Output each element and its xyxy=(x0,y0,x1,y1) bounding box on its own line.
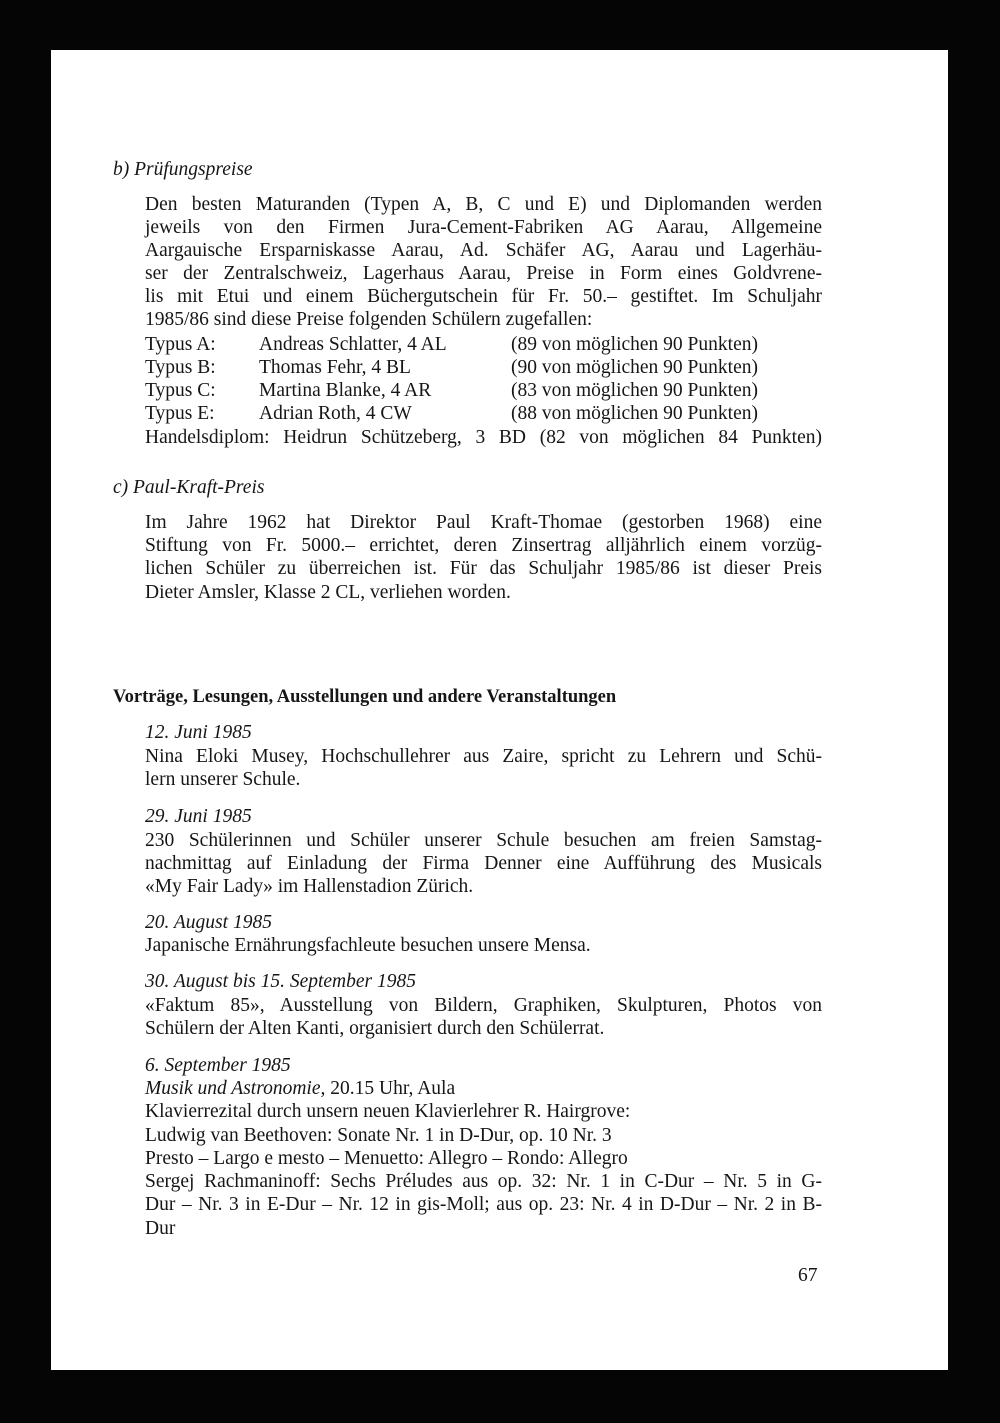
section-b-heading: b) Prüfungspreise xyxy=(113,159,253,180)
event-date: 6. September 1985 xyxy=(145,1055,291,1076)
event-subtitle xyxy=(145,1077,822,1100)
event-line: «My Fair Lady» im Hallenstadion Zürich. xyxy=(145,876,474,897)
paragraph-line: Den besten Maturanden (Typen A, B, C und E) und Diplomanden werden xyxy=(145,194,822,215)
prize-row xyxy=(145,356,822,379)
events-heading: Vorträge, Lesungen, Ausstellungen und andere Veranstaltungen xyxy=(113,687,617,707)
page-number: 67 xyxy=(798,1265,818,1286)
prize-name: Adrian Roth, 4 CW xyxy=(259,403,412,424)
event-date: 29. Juni 1985 xyxy=(145,806,252,827)
prize-points: (88 von möglichen 90 Punkten) xyxy=(511,403,758,424)
event-line: Dur xyxy=(145,1218,176,1239)
prize-points: (90 von möglichen 90 Punkten) xyxy=(511,357,758,378)
event-subtitle-time: 20.15 Uhr, Aula xyxy=(325,1078,456,1099)
paragraph-line: Im Jahre 1962 hat Direktor Paul Kraft-Thomae (gestorben 1968) eine xyxy=(145,512,822,533)
event-line: Ludwig van Beethoven: Sonate Nr. 1 in D-Dur, op. 10 Nr. 3 xyxy=(145,1125,612,1146)
event-line: Schülern der Alten Kanti, organisiert durch den Schülerrat. xyxy=(145,1018,605,1039)
prize-type: Typus C: xyxy=(145,380,216,401)
prize-name: Andreas Schlatter, 4 AL xyxy=(259,334,447,355)
paragraph-line: ser der Zentralschweiz, Lagerhaus Aarau, Preise in Form eines Goldvrene- xyxy=(145,263,822,284)
event-date: 20. August 1985 xyxy=(145,912,272,933)
prize-name: Martina Blanke, 4 AR xyxy=(259,380,432,401)
event-line: Sergej Rachmaninoff: Sechs Préludes aus op. 32: Nr. 1 in C-Dur – Nr. 5 in G- xyxy=(145,1171,822,1192)
prize-row xyxy=(145,333,822,356)
event-line: nachmittag auf Einladung der Firma Denner eine Aufführung des Musicals xyxy=(145,853,822,874)
prize-type: Typus B: xyxy=(145,357,216,378)
section-c-heading: c) Paul-Kraft-Preis xyxy=(113,477,265,498)
event-line: «Faktum 85», Ausstellung von Bildern, Graphiken, Skulpturen, Photos von xyxy=(145,995,822,1016)
prize-points: (83 von möglichen 90 Punkten) xyxy=(511,380,758,401)
event-date: 12. Juni 1985 xyxy=(145,722,252,743)
prize-type: Typus A: xyxy=(145,334,216,355)
paragraph-line: lichen Schüler zu überreichen ist. Für das Schuljahr 1985/86 ist dieser Preis xyxy=(145,558,822,579)
event-line: Nina Eloki Musey, Hochschullehrer aus Zaire, spricht zu Lehrern und Schü- xyxy=(145,746,822,767)
paragraph-line: jeweils von den Firmen Jura-Cement-Fabriken AG Aarau, Allgemeine xyxy=(145,217,822,238)
prize-row xyxy=(145,379,822,402)
paragraph-line: Aargauische Ersparniskasse Aarau, Ad. Schäfer AG, Aarau und Lagerhäu- xyxy=(145,240,822,261)
event-subtitle-title: Musik und Astronomie, xyxy=(145,1078,326,1099)
event-date: 30. August bis 15. September 1985 xyxy=(145,971,417,992)
paragraph-line: 1985/86 sind diese Preise folgenden Schülern zugefallen: xyxy=(145,309,593,330)
paragraph-line: Stiftung von Fr. 5000.– errichtet, deren Zinsertrag alljährlich einem vorzüg- xyxy=(145,535,822,556)
event-line: 230 Schülerinnen und Schüler unserer Schule besuchen am freien Samstag- xyxy=(145,830,822,851)
event-line: Japanische Ernährungsfachleute besuchen unsere Mensa. xyxy=(145,935,591,956)
event-line: Klavierrezital durch unsern neuen Klavierlehrer R. Hairgrove: xyxy=(145,1101,631,1122)
prize-points: (89 von möglichen 90 Punkten) xyxy=(511,334,758,355)
prize-type: Typus E: xyxy=(145,403,215,424)
prize-name: Thomas Fehr, 4 BL xyxy=(259,357,411,378)
paragraph-line: Dieter Amsler, Klasse 2 CL, verliehen worden. xyxy=(145,582,511,603)
handelsdiplom-row: Handelsdiplom: Heidrun Schützeberg, 3 BD (82 von möglichen 84 Punkten) xyxy=(145,427,822,448)
event-line: Dur – Nr. 3 in E-Dur – Nr. 12 in gis-Moll; aus op. 23: Nr. 4 in D-Dur – Nr. 2 in B- xyxy=(145,1194,822,1215)
event-line: Presto – Largo e mesto – Menuetto: Allegro – Rondo: Allegro xyxy=(145,1148,628,1169)
prize-row xyxy=(145,402,822,425)
paragraph-line: lis mit Etui und einem Büchergutschein für Fr. 50.– gestiftet. Im Schuljahr xyxy=(145,286,822,307)
event-line: lern unserer Schule. xyxy=(145,769,301,790)
